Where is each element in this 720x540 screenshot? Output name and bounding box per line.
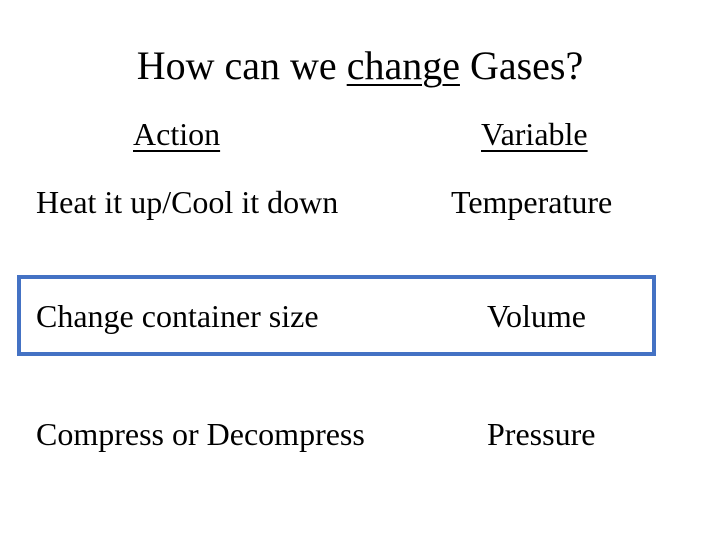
row-2-action: Change container size [36,298,319,334]
slide-title [0,38,720,94]
row-1-action: Heat it up/Cool it down [36,184,339,220]
row-2-variable: Volume [487,298,586,334]
row-1-variable: Temperature [451,184,613,220]
action-column-header: Action [133,116,221,152]
row-3-variable: Pressure [487,416,596,452]
row-3-action: Compress or Decompress [36,416,365,452]
title-text-after: Gases? [459,43,584,88]
title-emphasis-word: change [346,43,460,88]
variable-column-header: Variable [481,116,588,152]
title-text-before: How can we [136,43,347,88]
